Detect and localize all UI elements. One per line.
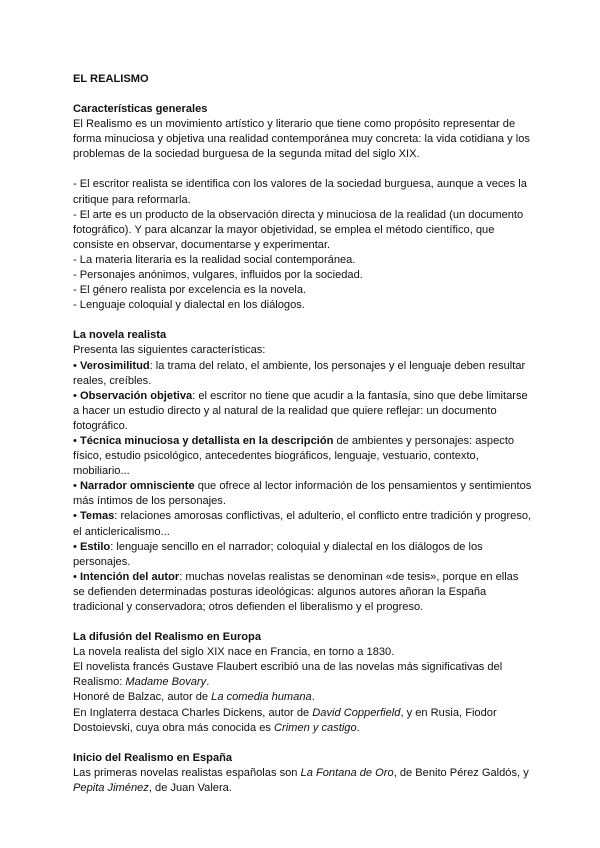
novela-item-text: : el escritor no tiene que acudir a la fantasía, sino que debe limitarse a hacer un estudio directo y al natural de la realidad que quiere reflejar: un documento fotográfico. [73, 389, 528, 432]
novela-item-text: que ofrece al lector información de los pensamientos y sentimientos más íntimos de los personajes. [73, 480, 532, 508]
text-run: Las primeras novelas realistas españolas son [73, 766, 301, 779]
document-title: EL REALISMO [73, 73, 149, 85]
section-heading-difusion: La difusión del Realismo en Europa [73, 631, 262, 644]
novela-item [73, 434, 533, 479]
text-run: , de Benito Pérez Galdós, y [393, 766, 529, 779]
espana-paragraph [73, 766, 533, 796]
novela-item-term: Verosimilitud [79, 359, 150, 372]
text-run: . [311, 691, 315, 704]
document-body [73, 72, 533, 811]
novela-item-term: Estilo [79, 540, 111, 553]
difusion-paragraph [73, 706, 533, 736]
section-espana [73, 751, 533, 796]
bullet: • [73, 434, 80, 447]
novela-item-term: Intención del autor [79, 570, 180, 583]
section-general [73, 102, 533, 162]
general-item: - Personajes anónimos, vulgares, influidos por la sociedad. [73, 269, 363, 282]
novela-item-text: : muchas novelas realistas se denominan «de tesis», porque en ellas se defienden determinadas posturas ideológicas: algunos autores añoran la España tradicional y conservadora; otros defienden el liberalismo y el progreso. [73, 570, 519, 613]
novela-item [73, 389, 533, 434]
novela-item-text: de ambientes y personajes: aspecto físico, estudio psicológico, antecedentes biográficos, lenguaje, vestuario, contexto, mobiliario... [73, 434, 515, 478]
section-novela [73, 328, 533, 615]
book-title: Madame Bovary [125, 676, 207, 689]
text-run: , y en Rusia, Fiodor Dostoievski, cuya obra más conocida es [73, 706, 497, 734]
novela-item-term: Temas [79, 510, 115, 523]
general-item: - Lenguaje coloquial y dialectal en los diálogos. [73, 299, 305, 312]
novela-item-text: : relaciones amorosas conflictivas, el adulterio, el conflicto entre tradición y progreso, el anticlericalismo... [73, 510, 532, 538]
bullet: • [73, 540, 80, 553]
bullet: • [73, 480, 80, 493]
bullet: • [73, 570, 80, 583]
text-run: Honoré de Balzac, autor de [73, 691, 212, 704]
section-heading-novela: La novela realista [73, 329, 167, 342]
section-heading-general: Características generales [73, 103, 208, 116]
bullet: • [73, 389, 80, 402]
difusion-paragraph [73, 690, 533, 705]
bullet: • [73, 359, 80, 372]
difusion-paragraph: La novela realista del siglo XIX nace en Francia, en torno a 1830. [73, 646, 395, 659]
general-item: - La materia literaria es la realidad social contemporánea. [73, 253, 356, 266]
general-item: - El género realista por excelencia es la novela. [73, 284, 307, 297]
general-list [73, 177, 533, 313]
book-title: David Copperfield [312, 706, 401, 719]
book-title: La Fontana de Oro [300, 766, 394, 779]
novela-item-term: Observación objetiva [79, 389, 193, 402]
novela-item-text: : lenguaje sencillo en el narrador; coloquial y dialectal en los diálogos de los personajes. [73, 540, 483, 568]
text-run: . [356, 721, 360, 734]
bullet: • [73, 510, 80, 523]
novela-item [73, 540, 533, 570]
book-title: La comedia humana [211, 691, 312, 704]
general-item: - El arte es un producto de la observación directa y minuciosa de la realidad (un documento fotográfico). Y para alcanzar la mayor objetividad, se emplea el método científico, que consiste en observar, documentarse y experimentar. [73, 208, 524, 251]
general-item: - El escritor realista se identifica con los valores de la sociedad burguesa, aunque a veces la critique para reformarla. [73, 178, 527, 206]
text-run: En Inglaterra destaca Charles Dickens, autor de [73, 706, 313, 719]
novela-item-term: Narrador omnisciente [79, 480, 195, 493]
novela-item-term: Técnica minuciosa y detallista en la descripción [79, 434, 334, 447]
novela-intro: Presenta las siguientes características: [73, 344, 266, 357]
section-difusion [73, 630, 533, 736]
novela-item-text: : la trama del relato, el ambiente, los personajes y el lenguaje deben resultar reales, creíbles. [73, 359, 526, 387]
text-run: , de Juan Valera. [148, 781, 232, 794]
book-title: Pepita Jiménez [73, 781, 149, 794]
general-intro: El Realismo es un movimiento artístico y literario que tiene como propósito representar de forma minuciosa y objetiva una realidad contemporánea muy concreta: la vida cotidiana y los problemas de la sociedad burguesa de la segunda mitad del siglo XIX. [73, 118, 530, 161]
difusion-paragraph [73, 660, 533, 690]
text-run: . [206, 676, 210, 689]
text-run: El novelista francés Gustave Flaubert escribió una de las novelas más significativas del Realismo: [73, 661, 503, 689]
section-heading-espana: Inicio del Realismo en España [73, 751, 233, 764]
novela-item [73, 570, 533, 615]
novela-item [73, 359, 533, 389]
novela-item [73, 509, 533, 539]
novela-item [73, 479, 533, 509]
book-title: Crimen y castigo [274, 721, 357, 734]
